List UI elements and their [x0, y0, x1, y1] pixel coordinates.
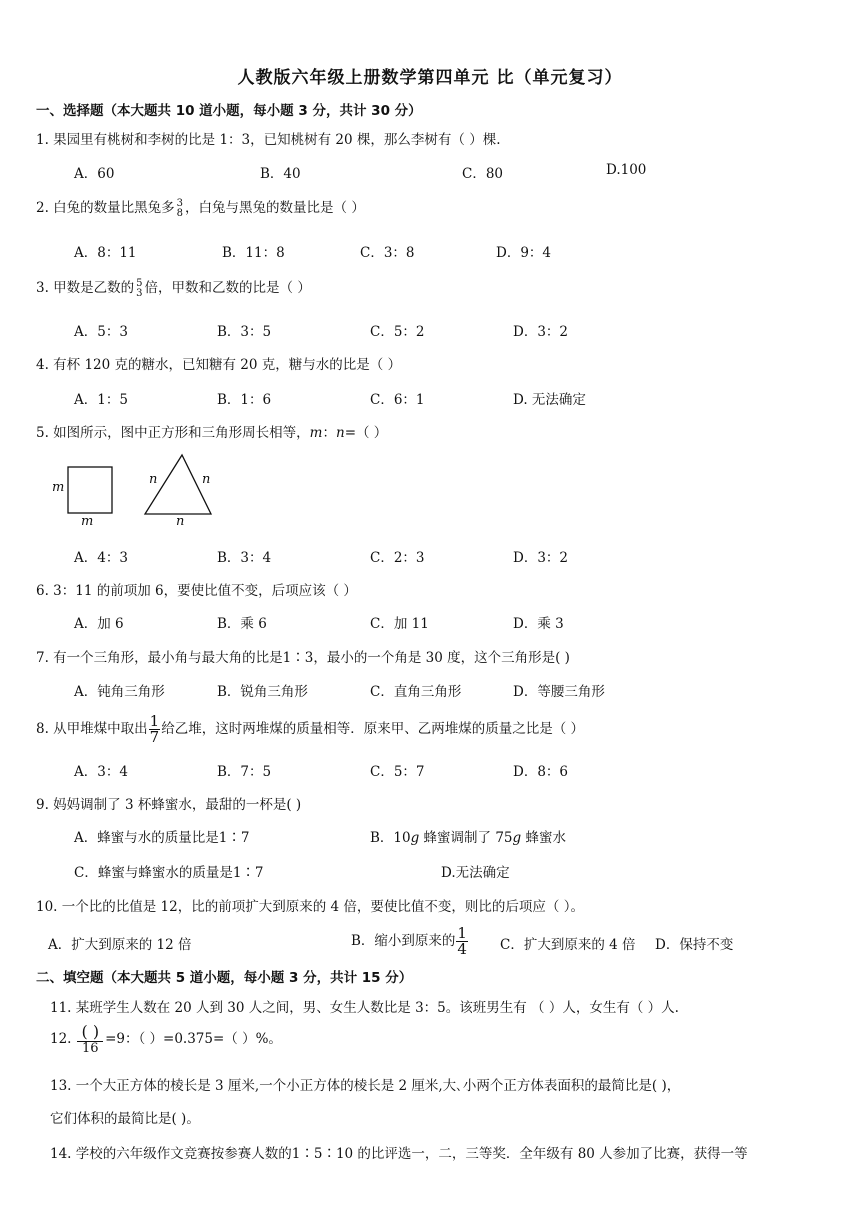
q2-option-d: D．9：4 — [496, 245, 552, 261]
q10-b-text: B．缩小到原来的 — [351, 933, 456, 949]
square-shape — [68, 467, 112, 513]
q9-b-unit-g2: g — [512, 830, 522, 846]
q8-fraction — [149, 714, 161, 745]
q1-option-a: A．60 — [74, 166, 115, 182]
q12-frac-denominator: 16 — [82, 1040, 99, 1056]
q10-option-d: D．保持不变 — [655, 937, 734, 953]
q6-option-a: A．加 6 — [74, 616, 124, 632]
q5-stem-text-post: =（ ） — [344, 425, 388, 441]
q1-option-d: D.100 — [606, 162, 647, 178]
section-heading-fill: 二、填空题（本大题共 5 道小题，每小题 3 分，共计 15 分） — [36, 970, 413, 986]
q4-option-a: A．1：5 — [74, 392, 128, 408]
question-5-stem — [36, 421, 387, 441]
q8-option-c: C．5：7 — [370, 764, 425, 780]
question-14: 14. 学校的六年级作文竞赛按参赛人数的1∶5∶10 的比评选一，二，三等奖．全年级有 80 人参加了比赛，获得一等 — [50, 1146, 748, 1162]
q9-option-c: C．蜂蜜与蜂蜜水的质量是1∶7 — [74, 865, 264, 881]
q8-stem-text: 8. 从甲堆煤中取出 — [36, 721, 148, 737]
page-title: 人教版六年级上册数学第四单元 比（单元复习） — [237, 68, 623, 88]
section-heading-choice: 一、选择题（本大题共 10 道小题，每小题 3 分，共计 30 分） — [36, 103, 422, 119]
q6-option-d: D．乘 3 — [513, 616, 564, 632]
q9-option-a: A．蜂蜜与水的质量比是1∶7 — [74, 830, 250, 846]
q7-option-a: A．钝角三角形 — [74, 684, 165, 700]
q7-option-c: C．直角三角形 — [370, 684, 462, 700]
q9-option-d: D.无法确定 — [441, 865, 510, 881]
q3-frac-denominator: 3 — [136, 287, 143, 299]
q3-option-b: B．3：5 — [217, 324, 272, 340]
q12-number: 12. — [50, 1031, 72, 1048]
q5-var-m: m — [309, 425, 323, 441]
question-9-stem: 9. 妈妈调制了 3 杯蜂蜜水，最甜的一杯是( ) — [36, 797, 302, 813]
q3-stem-text: 3. 甲数是乙数的 — [36, 280, 135, 296]
question-13-line2: 它们体积的最简比是( )。 — [50, 1111, 200, 1127]
q1-option-b: B．40 — [260, 166, 301, 182]
q5-figure — [48, 450, 228, 530]
q2-stem-text: 2. 白兔的数量比黑兔多 — [36, 200, 175, 216]
q9-option-b — [370, 826, 566, 846]
triangle-side-label-left: n — [149, 472, 158, 487]
q1-option-c: C．80 — [462, 166, 504, 182]
q12-frac-numerator: ( ) — [77, 1024, 103, 1042]
q5-stem-text: 5. 如图所示，图中正方形和三角形周长相等， — [36, 425, 310, 441]
q9-b-text: B．10 — [370, 830, 411, 846]
triangle-side-label-bottom: n — [176, 514, 185, 529]
q8-option-b: B．7：5 — [217, 764, 272, 780]
q10-option-c: C．扩大到原来的 4 倍 — [500, 937, 636, 953]
q10-b-frac-denominator: 4 — [457, 940, 467, 958]
q4-option-d: D. 无法确定 — [513, 392, 586, 408]
q5-figure-shapes — [48, 450, 228, 530]
q2-frac-numerator: 3 — [176, 197, 184, 209]
q2-frac-denominator: 8 — [176, 207, 184, 219]
q2-option-c: C．3：8 — [360, 245, 415, 261]
q5-option-d: D．3：2 — [513, 550, 569, 566]
q10-option-b — [351, 926, 469, 957]
q10-option-a: A．扩大到原来的 12 倍 — [48, 937, 192, 953]
q9-b-unit-g: g — [410, 830, 420, 846]
q8-frac-numerator: 1 — [149, 712, 160, 730]
question-11: 11. 某班学生人数在 20 人到 30 人之间，男、女生人数比是 3：5。该班男生有 （ ）人，女生有（ ）人. — [50, 1000, 679, 1016]
q5-option-a: A．4：3 — [74, 550, 128, 566]
q2-option-a: A．8：11 — [74, 245, 137, 261]
q2-option-b: B．11：8 — [222, 245, 285, 261]
q3-option-c: C．5：2 — [370, 324, 425, 340]
q4-option-c: C．6：1 — [370, 392, 425, 408]
q8-option-d: D．8：6 — [513, 764, 569, 780]
q12-fraction — [77, 1024, 103, 1055]
question-3-stem — [36, 276, 311, 299]
q9-b-text-post: 蜂蜜水 — [521, 830, 566, 846]
q6-option-b: B．乘 6 — [217, 616, 267, 632]
q2-fraction — [176, 199, 184, 219]
q2-stem-text-post: ，白兔与黑兔的数量比是（ ） — [185, 200, 365, 216]
question-10-stem: 10. 一个比的比值是 12，比的前项扩大到原来的 4 倍，要使比值不变，则比的后项应（ ）。 — [36, 899, 584, 915]
question-6-stem: 6. 3：11 的前项加 6，要使比值不变，后项应该（ ） — [36, 583, 357, 599]
q12-rest: =9：（ ）=0.375=（ ）%。 — [105, 1031, 282, 1048]
question-13-line1: 13. 一个大正方体的棱长是 3 厘米,一个小正方体的棱长是 2 厘米,大､小两个正方体表面积的最简比是( )， — [50, 1078, 681, 1094]
square-side-label-bottom: m — [81, 514, 94, 529]
q10-b-frac-numerator: 1 — [457, 924, 467, 942]
q9-b-text-mid: 蜂蜜调制了 75 — [419, 830, 513, 846]
q3-stem-text-post: 倍，甲数和乙数的比是（ ） — [144, 280, 311, 296]
q7-option-d: D．等腰三角形 — [513, 684, 605, 700]
question-7-stem: 7. 有一个三角形，最小角与最大角的比是1∶3，最小的一个角是 30 度，这个三角形是( ) — [36, 650, 570, 666]
q5-colon: ： — [322, 425, 336, 441]
question-12 — [50, 1024, 282, 1055]
q8-option-a: A．3：4 — [74, 764, 128, 780]
square-side-label-left: m — [52, 480, 65, 495]
q5-option-b: B．3：4 — [217, 550, 272, 566]
question-2-stem — [36, 196, 365, 219]
question-1-stem: 1. 果园里有桃树和李树的比是 1：3，已知桃树有 20 棵，那么李树有（ ）棵. — [36, 132, 501, 148]
q10-b-fraction — [456, 926, 468, 957]
q3-fraction — [135, 279, 143, 299]
q8-stem-text-post: 给乙堆，这时两堆煤的质量相等．原来甲、乙两堆煤的质量之比是（ ） — [161, 721, 585, 737]
q8-frac-denominator: 7 — [149, 728, 160, 746]
q3-frac-numerator: 5 — [136, 277, 143, 289]
triangle-side-label-right: n — [202, 472, 211, 487]
q5-option-c: C．2：3 — [370, 550, 425, 566]
q5-var-n: n — [335, 425, 345, 441]
q3-option-d: D．3：2 — [513, 324, 569, 340]
q6-option-c: C．加 11 — [370, 616, 429, 632]
question-8-stem — [36, 714, 584, 745]
q7-option-b: B．锐角三角形 — [217, 684, 308, 700]
q4-option-b: B．1：6 — [217, 392, 272, 408]
q3-option-a: A．5：3 — [74, 324, 128, 340]
question-4-stem: 4. 有杯 120 克的糖水，已知糖有 20 克，糖与水的比是（ ） — [36, 357, 402, 373]
